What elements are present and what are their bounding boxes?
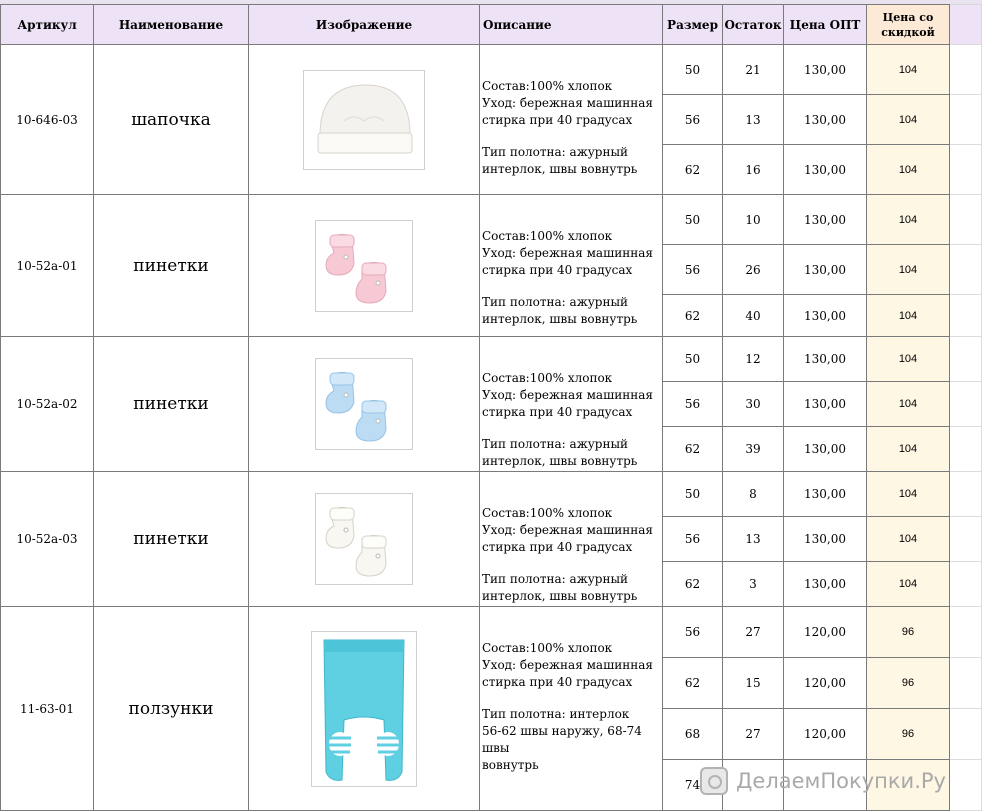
empty-cell — [950, 145, 982, 195]
price-opt-cell: 130,00 — [784, 295, 867, 337]
size-cell: 50 — [663, 195, 723, 245]
header-size: Размер — [663, 5, 723, 45]
desc-fabric-line-1: Тип полотна: интерлок — [482, 707, 630, 721]
product-image-cell — [249, 472, 480, 607]
size-cell: 50 — [663, 45, 723, 95]
desc-composition: Состав:100% хлопок — [482, 79, 613, 93]
stock-cell: 12 — [723, 337, 784, 382]
size-cell: 62 — [663, 295, 723, 337]
size-cell: 62 — [663, 562, 723, 607]
price-discount-cell: 104 — [867, 195, 950, 245]
desc-fabric-line-2: интерлок, швы вовнутрь — [482, 589, 638, 603]
description-cell — [480, 195, 663, 337]
header-description: Описание — [480, 5, 663, 45]
desc-fabric-line-1: Тип полотна: ажурный — [482, 295, 629, 309]
price-opt-cell: 130,00 — [784, 517, 867, 562]
desc-fabric-line-2: интерлок, швы вовнутрь — [482, 454, 638, 468]
empty-cell — [950, 517, 982, 562]
article-cell: 10-52а-01 — [1, 195, 94, 337]
stock-cell: 13 — [723, 517, 784, 562]
camera-icon — [700, 767, 728, 795]
stock-cell: 26 — [723, 245, 784, 295]
article-cell: 10-52а-03 — [1, 472, 94, 607]
desc-gap — [482, 556, 660, 571]
size-cell: 50 — [663, 337, 723, 382]
size-cell: 56 — [663, 607, 723, 658]
empty-cell — [950, 658, 982, 709]
price-discount-cell: 104 — [867, 382, 950, 427]
table-row — [1, 195, 982, 245]
article-cell: 10-646-03 — [1, 45, 94, 195]
desc-gap — [482, 691, 660, 706]
header-price-opt: Цена ОПТ — [784, 5, 867, 45]
stock-cell: 30 — [723, 382, 784, 427]
size-cell: 62 — [663, 427, 723, 472]
price-opt-cell: 130,00 — [784, 562, 867, 607]
price-discount-cell: 104 — [867, 517, 950, 562]
desc-care-line-1: Уход: бережная машинная — [482, 246, 653, 260]
stock-cell: 39 — [723, 427, 784, 472]
price-discount-cell: 104 — [867, 337, 950, 382]
size-cell: 56 — [663, 95, 723, 145]
white-booties-photo — [315, 493, 413, 585]
header-name: Наименование — [94, 5, 249, 45]
empty-cell — [950, 5, 982, 45]
price-table — [0, 4, 982, 811]
desc-care-line-1: Уход: бережная машинная — [482, 523, 653, 537]
stock-cell: 27 — [723, 709, 784, 760]
product-name-cell: пинетки — [94, 195, 249, 337]
size-cell: 62 — [663, 658, 723, 709]
table-body — [1, 45, 982, 811]
price-discount-cell: 104 — [867, 427, 950, 472]
stock-cell: 40 — [723, 295, 784, 337]
header-price-discount: Цена со скидкой — [867, 5, 950, 45]
header-stock: Остаток — [723, 5, 784, 45]
desc-fabric-line-3: вовнутрь — [482, 758, 539, 772]
price-discount-cell: 96 — [867, 709, 950, 760]
price-opt-cell: 130,00 — [784, 145, 867, 195]
desc-gap — [482, 129, 660, 144]
desc-composition: Состав:100% хлопок — [482, 506, 613, 520]
empty-cell — [950, 95, 982, 145]
price-opt-cell: 130,00 — [784, 382, 867, 427]
price-discount-cell: 104 — [867, 472, 950, 517]
desc-composition: Состав:100% хлопок — [482, 371, 613, 385]
size-cell: 56 — [663, 382, 723, 427]
desc-gap — [482, 279, 660, 294]
stock-cell: 15 — [723, 658, 784, 709]
price-opt-cell: 120,00 — [784, 658, 867, 709]
desc-care-line-2: стирка при 40 градусах — [482, 675, 633, 689]
table-row — [1, 337, 982, 382]
desc-fabric-line-2: интерлок, швы вовнутрь — [482, 312, 638, 326]
table-row — [1, 607, 982, 658]
desc-care-line-2: стирка при 40 градусах — [482, 113, 633, 127]
white-hat-photo — [303, 70, 425, 170]
stock-cell: 13 — [723, 95, 784, 145]
product-name-cell: пинетки — [94, 472, 249, 607]
empty-cell — [950, 760, 982, 811]
pink-booties-photo — [315, 220, 413, 312]
desc-composition: Состав:100% хлопок — [482, 641, 613, 655]
stock-cell: 8 — [723, 472, 784, 517]
price-discount-cell: 96 — [867, 658, 950, 709]
header-row — [1, 5, 982, 45]
price-opt-cell: 130,00 — [784, 95, 867, 145]
desc-gap — [482, 421, 660, 436]
product-name-cell: пинетки — [94, 337, 249, 472]
price-discount-cell: 104 — [867, 295, 950, 337]
empty-cell — [950, 195, 982, 245]
empty-cell — [950, 295, 982, 337]
product-image-cell — [249, 607, 480, 811]
size-cell: 50 — [663, 472, 723, 517]
desc-care-line-1: Уход: бережная машинная — [482, 388, 653, 402]
desc-composition: Состав:100% хлопок — [482, 229, 613, 243]
price-opt-cell: 130,00 — [784, 245, 867, 295]
price-opt-cell: 130,00 — [784, 337, 867, 382]
description-cell — [480, 607, 663, 811]
price-discount-cell: 104 — [867, 562, 950, 607]
price-discount-cell: 104 — [867, 245, 950, 295]
empty-cell — [950, 382, 982, 427]
empty-cell — [950, 245, 982, 295]
price-opt-cell: 130,00 — [784, 472, 867, 517]
price-opt-cell: 130,00 — [784, 195, 867, 245]
product-image-cell — [249, 45, 480, 195]
size-cell: 62 — [663, 145, 723, 195]
desc-fabric-line-2: 56-62 швы наружу, 68-74 швы — [482, 724, 642, 755]
description-cell — [480, 45, 663, 195]
stock-cell: 21 — [723, 45, 784, 95]
desc-care-line-2: стирка при 40 градусах — [482, 263, 633, 277]
watermark — [700, 762, 946, 800]
blue-booties-photo — [315, 358, 413, 450]
empty-cell — [950, 709, 982, 760]
price-opt-cell: 120,00 — [784, 607, 867, 658]
desc-fabric-line-1: Тип полотна: ажурный — [482, 572, 629, 586]
blue-rompers-photo — [311, 631, 417, 787]
desc-fabric-line-1: Тип полотна: ажурный — [482, 437, 629, 451]
desc-fabric-line-2: интерлок, швы вовнутрь — [482, 162, 638, 176]
size-cell: 68 — [663, 709, 723, 760]
size-cell: 74 — [663, 760, 723, 811]
price-opt-cell: 120,00 — [784, 709, 867, 760]
stock-cell: 10 — [723, 195, 784, 245]
desc-care-line-1: Уход: бережная машинная — [482, 96, 653, 110]
size-cell: 56 — [663, 245, 723, 295]
table-row — [1, 45, 982, 95]
stock-cell: 27 — [723, 607, 784, 658]
empty-cell — [950, 337, 982, 382]
product-name-cell: ползунки — [94, 607, 249, 811]
desc-care-line-2: стирка при 40 градусах — [482, 540, 633, 554]
desc-care-line-2: стирка при 40 градусах — [482, 405, 633, 419]
table-row — [1, 472, 982, 517]
article-cell: 10-52а-02 — [1, 337, 94, 472]
empty-cell — [950, 607, 982, 658]
empty-cell — [950, 427, 982, 472]
price-opt-cell: 130,00 — [784, 45, 867, 95]
article-cell: 11-63-01 — [1, 607, 94, 811]
stock-cell: 16 — [723, 145, 784, 195]
price-discount-cell: 104 — [867, 45, 950, 95]
price-discount-cell: 104 — [867, 95, 950, 145]
product-name-cell: шапочка — [94, 45, 249, 195]
empty-cell — [950, 562, 982, 607]
price-discount-cell: 96 — [867, 607, 950, 658]
description-cell — [480, 337, 663, 472]
watermark-text: ДелаемПокупки.Ру — [736, 769, 946, 793]
header-image: Изображение — [249, 5, 480, 45]
product-image-cell — [249, 195, 480, 337]
price-opt-cell: 130,00 — [784, 427, 867, 472]
empty-cell — [950, 45, 982, 95]
desc-care-line-1: Уход: бережная машинная — [482, 658, 653, 672]
empty-cell — [950, 472, 982, 517]
price-discount-cell: 104 — [867, 145, 950, 195]
product-image-cell — [249, 337, 480, 472]
description-cell — [480, 472, 663, 607]
stock-cell: 3 — [723, 562, 784, 607]
size-cell: 56 — [663, 517, 723, 562]
desc-fabric-line-1: Тип полотна: ажурный — [482, 145, 629, 159]
header-article: Артикул — [1, 5, 94, 45]
